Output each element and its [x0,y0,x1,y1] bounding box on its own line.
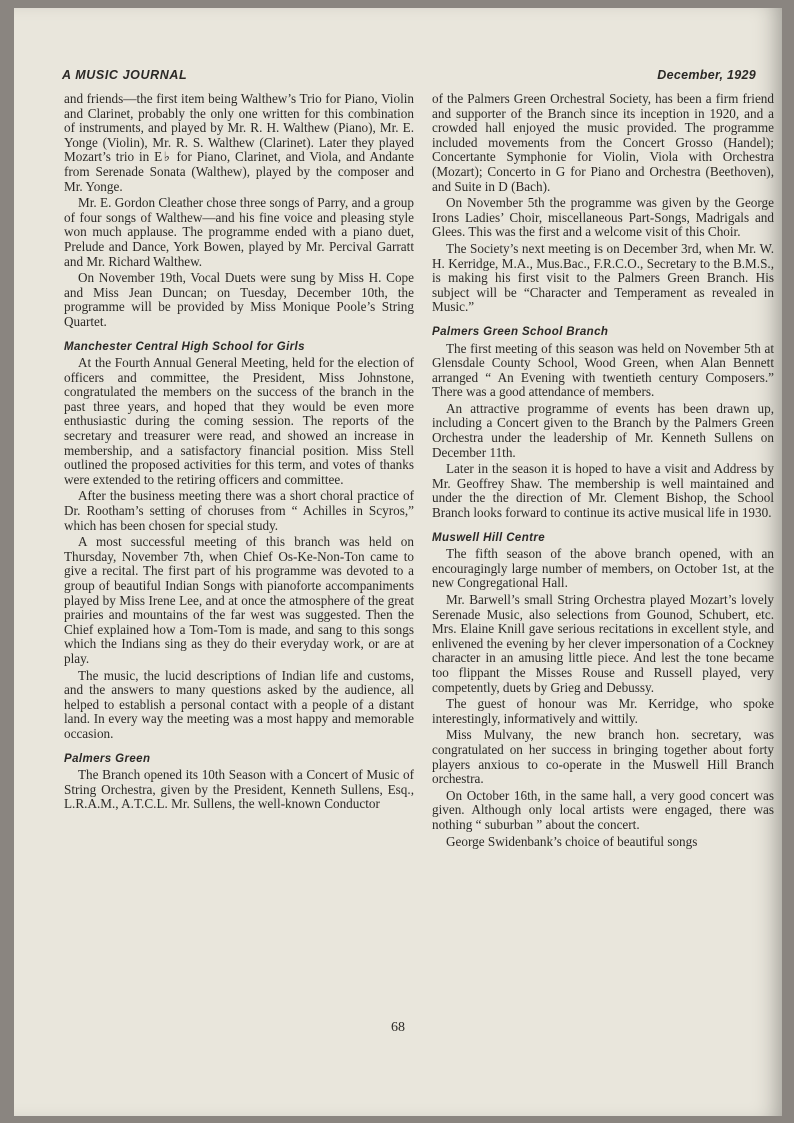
paragraph: Mr. E. Gordon Cleather chose three songs of Parry, and a group of four songs of Walthew—and his fine voice and pleasing style won much applause. The programme ended with a piano duet, Prelude and Dance, York Bowen, played by Mr. Percival Garratt and Mr. Richard Walthew. [64,195,414,269]
left-column [64,92,414,814]
paragraph: The Society’s next meeting is on December 3rd, when Mr. W. H. Kerridge, M.A., Mus.Bac., F.R.C.O., Secretary to the B.M.S., is making his first visit to the Palmers Green Branch. His subject will be “Character and Temperament as revealed in Music.” [432,240,774,315]
paragraph: Mr. Barwell’s small String Orchestra played Mozart’s lovely Serenade Music, also selections from Gounod, Schubert, etc. Mrs. Elaine Knill gave serious recitations in excellent style, and enlivened the evening by her clever impersonation of a Cockney character in an amusing little piece. And lest the tone became too flippant the Misses Rouse and Russell played, very competently, duets by Grieg and Debussy. [432,592,774,695]
section-heading: Muswell Hill Centre [432,531,546,544]
paragraph: The first meeting of this season was held on November 5th at Glensdale County School, Wood Green, when Alan Bennett arranged “ An Evening with twentieth century Composers.” There was a good attendance of members. [432,340,774,400]
journal-page [14,8,782,1116]
paragraph: The guest of honour was Mr. Kerridge, who spoke interestingly, informatively and wittily. [432,696,774,726]
paragraph: At the Fourth Annual General Meeting, held for the election of officers and committee, the President, Miss Johnstone, congratulated the members on the success of the branch in the past three years, and hoped that they would be even more enthusiastic during the coming session. The reports of the secretary and treasurer were read, and showed an increase in membership, and a satisfactory financial position. Miss Stell outlined the proposed activities for this term, and votes of thanks were extended to the retiring officers and committee. [64,355,414,487]
section-heading: Palmers Green School Branch [432,325,609,338]
paragraph: George Swidenbank’s choice of beautiful songs [446,833,698,849]
paragraph: On November 5th the programme was given by the George Irons Ladies’ Choir, miscellaneous Part-Songs, Madrigals and Glees. This was the first and a welcome visit of this Choir. [432,195,774,240]
paragraph: On October 16th, in the same hall, a very good concert was given. Although only local artists were engaged, there was nothing “ suburban ” about the concert. [432,787,774,832]
paragraph: Later in the season it is hoped to have a visit and Address by Mr. Geoffrey Shaw. The membership is well maintained and under the the direction of Mr. Clement Bishop, the School Branch looks forward to continue its active musical life in 1930. [432,461,774,521]
paragraph: On November 19th, Vocal Duets were sung by Miss H. Cope and Miss Jean Duncan; on Tuesday, December 10th, the programme will be provided by Miss Monique Poole’s String Quartet. [64,270,414,329]
paragraph: and friends—the first item being Walthew’s Trio for Piano, Violin and Clarinet, probably the only one written for this combination of instruments, and played by Mr. R. H. Walthew (Piano), Mr. E. Yonge (Violin), Mr. R. S. Walthew (Clarinet). Later they played Mozart’s trio in E♭ for Piano, Clarinet, and Viola, and Andante from Serenade Sonata (Walthew), played by the composer and Mr. Yonge. [64,91,414,194]
paragraph: The Branch opened its 10th Season with a Concert of Music of String Orchestra, given by the President, Kenneth Sullens, Esq., L.R.A.M., A.T.C.L. Mr. Sullens, the well-known Conductor [64,767,414,812]
paragraph: The fifth season of the above branch opened, with an encouragingly large number of members, on October 1st, at the new Congregational Hall. [432,546,774,591]
paragraph: An attractive programme of events has been drawn up, including a Concert given to the Branch by the Palmers Green Orchestra under the leadership of Mr. Kenneth Sullens on December 11th. [432,400,774,460]
section-heading: Manchester Central High School for Girls [64,340,305,353]
page-number: 68 [391,1020,405,1035]
paragraph: The music, the lucid descriptions of Indian life and customs, and the answers to many questions asked by the audience, all helped to establish a personal contact with a people of a distant land. In every way the meeting was a most happy and memorable occasion. [64,667,414,741]
issue-date: December, 1929 [657,68,756,82]
paragraph: Miss Mulvany, the new branch hon. secretary, was congratulated on her success in bringing together about forty players anxious to co-operate in the Muswell Hill Branch orchestra. [432,727,774,787]
paragraph: of the Palmers Green Orchestral Society, has been a firm friend and supporter of the Branch since its inception in 1920, and a crowded hall enjoyed the music provided. The programme included movements from the Concert Grosso (Handel); Concertante Symphonie for Violin, Viola with Orchestra (Mozart); Concerto in G for Piano and Orchestra (Beethoven), and Suite in D (Bach). [432,91,774,194]
paragraph: A most successful meeting of this branch was held on Thursday, November 7th, when Chief Os-Ke-Non-Ton came to give a recital. The first part of his programme was devoted to a group of beautiful Indian Songs with pianoforte accompaniments played by Miss Irene Lee, and at once the atmosphere of the great prairies and mountains of the far west was suggested. Then the Chief explained how a Tom-Tom is made, and sang to this songs which the Indians sing as they do their everyday work, or are at play. [64,534,414,666]
paragraph: After the business meeting there was a short choral practice of Dr. Rootham’s setting of choruses from “ Achilles in Scyros,” which has been chosen for special study. [64,488,414,533]
journal-title: A MUSIC JOURNAL [62,68,188,82]
section-heading: Palmers Green [64,752,151,765]
right-column [432,92,774,851]
